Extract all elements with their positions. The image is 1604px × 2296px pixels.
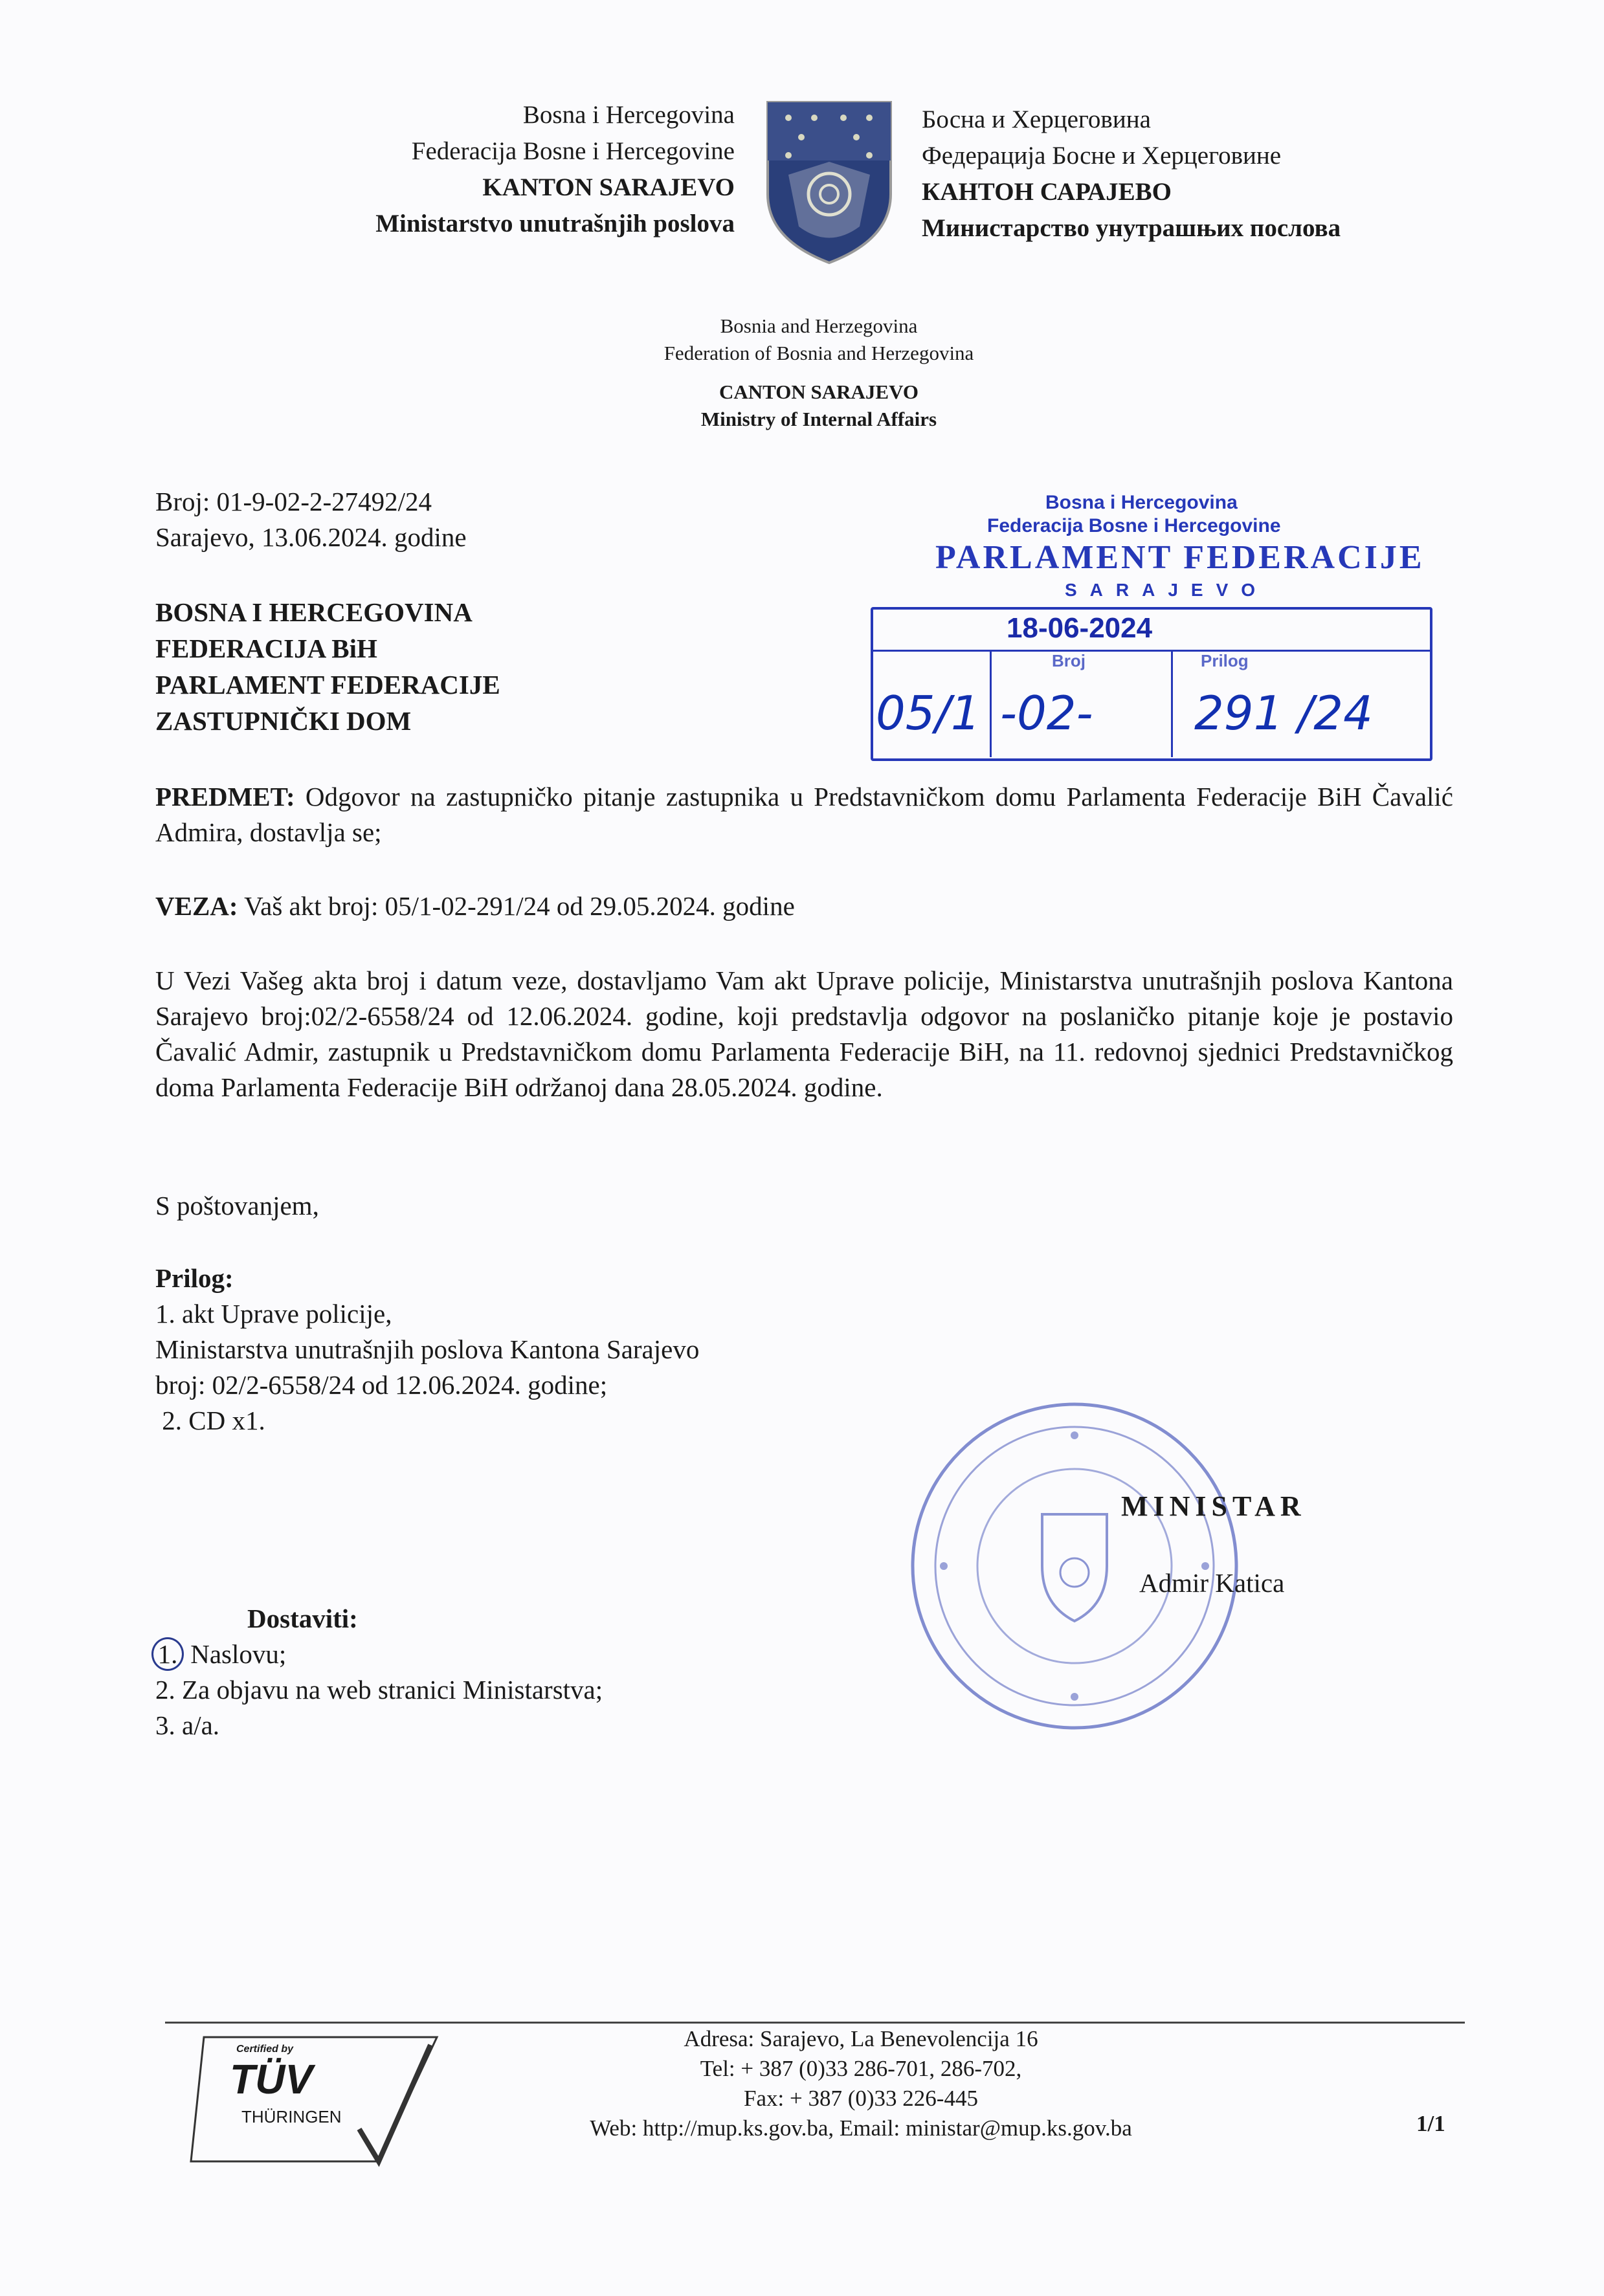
stamp-handwritten-year: /24 <box>1298 686 1373 740</box>
header-en-ministry: Ministry of Internal Affairs <box>700 408 937 430</box>
subject-paragraph <box>155 779 1453 850</box>
footer-contact <box>453 2024 1269 2143</box>
header-left-ministry: Ministarstvo unutrašnjih poslova <box>375 210 735 237</box>
footer-tel: Tel: + 387 (0)33 286-701, 286-702, <box>700 2056 1022 2081</box>
header-en-country: Bosnia and Herzegovina <box>720 315 918 337</box>
attachment-line: broj: 02/2-6558/24 od 12.06.2024. godine; <box>155 1370 608 1400</box>
distribution-item <box>155 1637 603 1672</box>
addressee-line: ZASTUPNIČKI DOM <box>155 706 412 736</box>
header-english <box>453 313 1185 433</box>
header-right-canton: КАНТОН САРАЈЕВО <box>922 178 1172 206</box>
greeting: S poštovanjem, <box>155 1191 319 1220</box>
footer-address: Adresa: Sarajevo, La Benevolencija 16 <box>684 2026 1038 2051</box>
footer-fax: Fax: + 387 (0)33 226-445 <box>744 2086 978 2111</box>
footer-divider <box>165 2022 1465 2024</box>
main-paragraph: U Vezi Vašeg akta broj i datum veze, dostavljamo Vam akt Uprave policije, Ministarstva unutrašnjih poslova Kantona Sarajevo broj:02/2-6558/24 od 12.06.2024. godine, koji predstavlja odgovor na poslaničko pitanje koje je postavio Čavalić Admir, zastupnik u Predstavničkom domu Parlamenta Federacije BiH, na 11. redovnoj sjednici Predstavničkog doma Parlamenta Federacije BiH održanoj dana 28.05.2024. godine. <box>155 966 1453 1102</box>
parliament-received-stamp <box>871 492 1453 777</box>
veza-text: Vaš akt broj: 05/1-02-291/24 od 29.05.2024. godine <box>244 891 795 921</box>
subject-text: Odgovor na zastupničko pitanje zastupnika u Predstavničkom domu Parlamenta Federacije BiH Čavalić Admira, dostavlja se; <box>155 782 1454 847</box>
attachments <box>155 1261 699 1439</box>
header-right <box>922 102 1504 247</box>
footer-web-email[interactable]: Web: http://mup.ks.gov.ba, Email: ministar@mup.ks.gov.ba <box>590 2115 1132 2141</box>
reference-place-date: Sarajevo, 13.06.2024. godine <box>155 522 467 552</box>
stamp-column-broj: Broj <box>1052 651 1086 670</box>
distribution-title: Dostaviti: <box>247 1604 358 1633</box>
veza-label: VEZA: <box>155 891 238 921</box>
attachments-title: Prilog: <box>155 1263 234 1293</box>
stamp-city: SARAJEVO <box>1065 580 1269 600</box>
distribution-item-text: Naslovu; <box>184 1639 287 1669</box>
stamp-date: 18-06-2024 <box>1007 612 1153 644</box>
addressee-line: PARLAMENT FEDERACIJE <box>155 670 500 700</box>
stamp-column-prilog: Prilog <box>1201 651 1249 670</box>
circled-number: 1. <box>151 1637 184 1671</box>
header-left-federation: Federacija Bosne i Hercegovine <box>411 137 735 165</box>
tuv-certification-logo <box>184 2032 440 2169</box>
addressee-line: BOSNA I HERCEGOVINA <box>155 597 473 627</box>
reference-link-paragraph <box>155 889 1453 924</box>
tuv-region: THÜRINGEN <box>241 2107 342 2126</box>
header-left <box>194 97 735 242</box>
stamp-federation: Federacija Bosne i Hercegovine <box>987 515 1281 536</box>
subject-label: PREDMET: <box>155 782 295 811</box>
stamp-handwritten-number: 291 <box>1194 686 1284 740</box>
header-en-federation: Federation of Bosnia and Herzegovina <box>663 342 974 364</box>
header-right-ministry: Министарство унутрашњих послова <box>922 214 1341 242</box>
attachment-line: 2. CD x1. <box>155 1406 265 1435</box>
stamp-country: Bosna i Hercegovina <box>1045 492 1238 513</box>
header-left-country: Bosna i Hercegovina <box>522 101 735 129</box>
signature-title: MINISTAR <box>1121 1490 1306 1522</box>
signature-name: Admir Katica <box>1139 1568 1285 1598</box>
tuv-brand: TÜV <box>230 2056 313 2103</box>
addressee-line: FEDERACIJA BiH <box>155 634 377 663</box>
header-right-federation: Федерација Босне и Херцеговине <box>922 142 1282 170</box>
header-en-canton: CANTON SARAJEVO <box>719 381 919 403</box>
distribution-list <box>155 1601 603 1743</box>
stamp-handwritten-unit: 05/1 <box>876 686 981 740</box>
distribution-item: 2. Za objavu na web stranici Ministarstva; <box>155 1675 603 1705</box>
stamp-handwritten-code: -02- <box>1000 686 1093 740</box>
tuv-certified-by: Certified by <box>236 2044 294 2055</box>
ministry-round-seal-icon <box>906 1398 1243 1734</box>
attachment-line: Ministarstva unutrašnjih poslova Kantona Sarajevo <box>155 1334 700 1364</box>
header-left-canton: KANTON SARAJEVO <box>482 173 735 201</box>
stamp-parliament: PARLAMENT FEDERACIJE <box>935 539 1425 576</box>
reference-number: Broj: 01-9-02-2-27492/24 <box>155 487 432 516</box>
distribution-item: 3. a/a. <box>155 1710 220 1740</box>
addressee <box>155 594 500 739</box>
attachment-line: 1. akt Uprave policije, <box>155 1299 392 1329</box>
page-number: 1/1 <box>1416 2111 1445 2136</box>
header-right-country: Босна и Херцеговина <box>922 105 1151 133</box>
document-reference <box>155 484 467 555</box>
canton-coat-of-arms-icon <box>763 97 896 267</box>
